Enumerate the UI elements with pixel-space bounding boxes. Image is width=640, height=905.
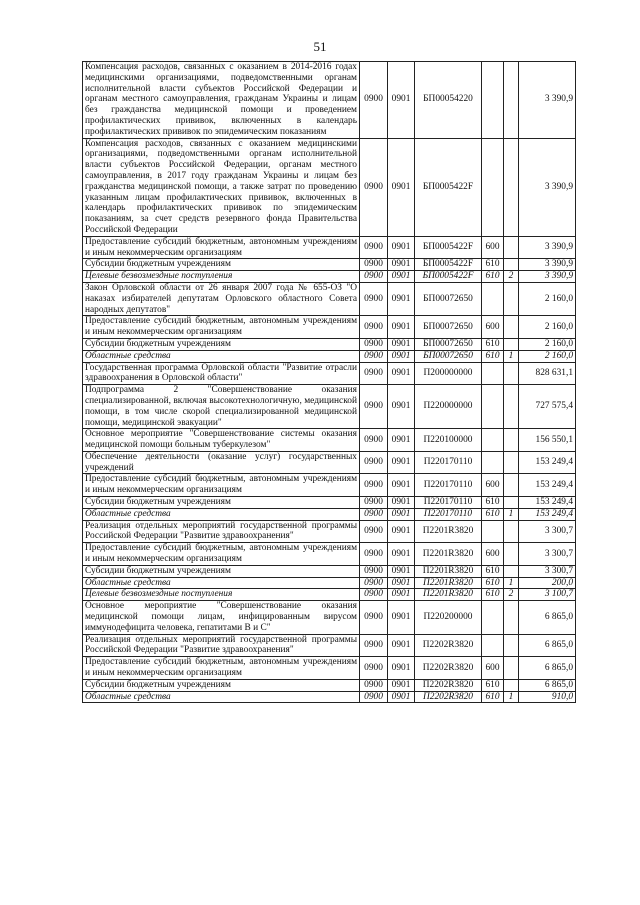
expense-type-cell xyxy=(482,634,504,657)
amount-cell: 156 550,1 xyxy=(519,429,576,452)
expense-name-cell: Целевые безвозмездные поступления xyxy=(83,589,360,601)
subsection-code-cell: 0901 xyxy=(388,543,415,566)
amount-cell: 153 249,4 xyxy=(519,497,576,509)
amount-cell: 6 865,0 xyxy=(519,657,576,680)
expense-name-cell: Предоставление субсидий бюджетным, автономным учреждениям и иным некоммерческим организациям xyxy=(83,657,360,680)
expense-name-cell: Субсидии бюджетным учреждениям xyxy=(83,679,360,691)
target-article-cell: П2202R3820 xyxy=(415,634,482,657)
subsection-code-cell: 0901 xyxy=(388,691,415,703)
section-code-cell: 0900 xyxy=(360,520,388,543)
funding-source-cell xyxy=(504,138,519,236)
target-article-cell: П2201R3820 xyxy=(415,543,482,566)
subsection-code-cell: 0901 xyxy=(388,271,415,283)
amount-cell: 3 390,9 xyxy=(519,271,576,283)
expense-type-cell xyxy=(482,520,504,543)
target-article-cell: БП00072650 xyxy=(415,282,482,315)
table-row xyxy=(83,236,576,259)
amount-cell: 3 390,9 xyxy=(519,259,576,271)
funding-source-cell xyxy=(504,362,519,385)
table-row xyxy=(83,62,576,139)
section-code-cell: 0900 xyxy=(360,589,388,601)
table-row xyxy=(83,259,576,271)
subsection-code-cell: 0901 xyxy=(388,429,415,452)
amount-cell: 2 160,0 xyxy=(519,282,576,315)
funding-source-cell: 1 xyxy=(504,691,519,703)
section-code-cell: 0900 xyxy=(360,508,388,520)
expense-type-cell xyxy=(482,282,504,315)
expense-type-cell: 610 xyxy=(482,271,504,283)
expense-type-cell xyxy=(482,451,504,474)
target-article-cell: П200000000 xyxy=(415,362,482,385)
funding-source-cell xyxy=(504,451,519,474)
funding-source-cell xyxy=(504,338,519,350)
section-code-cell: 0900 xyxy=(360,474,388,497)
funding-source-cell xyxy=(504,316,519,339)
amount-cell: 6 865,0 xyxy=(519,634,576,657)
target-article-cell: БП0005422F xyxy=(415,236,482,259)
subsection-code-cell: 0901 xyxy=(388,657,415,680)
funding-source-cell xyxy=(504,236,519,259)
table-row xyxy=(83,429,576,452)
target-article-cell: П2202R3820 xyxy=(415,657,482,680)
amount-cell: 153 249,4 xyxy=(519,451,576,474)
section-code-cell: 0900 xyxy=(360,543,388,566)
funding-source-cell xyxy=(504,429,519,452)
target-article-cell: П220100000 xyxy=(415,429,482,452)
funding-source-cell xyxy=(504,657,519,680)
table-row xyxy=(83,362,576,385)
target-article-cell: П220170110 xyxy=(415,497,482,509)
expense-name-cell: Реализация отдельных мероприятий государственной программы Российской Федерации "Развитие здравоохранения" xyxy=(83,634,360,657)
subsection-code-cell: 0901 xyxy=(388,259,415,271)
subsection-code-cell: 0901 xyxy=(388,385,415,429)
expense-type-cell: 610 xyxy=(482,589,504,601)
table-row xyxy=(83,271,576,283)
funding-source-cell xyxy=(504,679,519,691)
table-row xyxy=(83,138,576,236)
funding-source-cell xyxy=(504,565,519,577)
section-code-cell: 0900 xyxy=(360,565,388,577)
expense-name-cell: Подпрограмма 2 "Совершенствование оказания специализированной, включая высокотехнологичную, медицинской помощи, в том числе скорой специализированной медицинской помощи, медицинской эвакуации" xyxy=(83,385,360,429)
target-article-cell: П2201R3820 xyxy=(415,577,482,589)
expense-name-cell: Компенсация расходов, связанных с оказанием медицинскими организациями, подведомственными органам исполнительной власти субъектов Российской Федерации, органам местного самоуправления, в 2017 году гражданам Украины и лицам без гражданства медицинской помощи, а также затрат по проведению указанным лицам профилактических прививок, включенных в календарь профилактических прививок по эпидемическим показаниям, за счет средств резервного фонда Правительства Российской Федерации xyxy=(83,138,360,236)
expense-type-cell: 610 xyxy=(482,565,504,577)
expense-name-cell: Областные средства xyxy=(83,691,360,703)
target-article-cell: БП00054220 xyxy=(415,62,482,139)
subsection-code-cell: 0901 xyxy=(388,338,415,350)
subsection-code-cell: 0901 xyxy=(388,565,415,577)
subsection-code-cell: 0901 xyxy=(388,497,415,509)
expense-name-cell: Областные средства xyxy=(83,350,360,362)
amount-cell: 2 160,0 xyxy=(519,350,576,362)
table-row xyxy=(83,508,576,520)
expense-type-cell xyxy=(482,62,504,139)
funding-source-cell: 2 xyxy=(504,589,519,601)
table-row xyxy=(83,350,576,362)
table-row xyxy=(83,565,576,577)
target-article-cell: БП00072650 xyxy=(415,338,482,350)
expense-type-cell xyxy=(482,138,504,236)
expense-name-cell: Областные средства xyxy=(83,508,360,520)
section-code-cell: 0900 xyxy=(360,429,388,452)
target-article-cell: П2201R3820 xyxy=(415,589,482,601)
target-article-cell: П220170110 xyxy=(415,474,482,497)
table-row xyxy=(83,657,576,680)
target-article-cell: П2202R3820 xyxy=(415,679,482,691)
section-code-cell: 0900 xyxy=(360,497,388,509)
expense-name-cell: Закон Орловской области от 26 января 2007 года № 655-ОЗ "О наказах избирателей депутатам Орловского областного Совета народных депутатов" xyxy=(83,282,360,315)
table-row xyxy=(83,451,576,474)
target-article-cell: П220170110 xyxy=(415,451,482,474)
expense-type-cell: 610 xyxy=(482,497,504,509)
section-code-cell: 0900 xyxy=(360,316,388,339)
section-code-cell: 0900 xyxy=(360,62,388,139)
section-code-cell: 0900 xyxy=(360,657,388,680)
table-row xyxy=(83,679,576,691)
funding-source-cell xyxy=(504,601,519,634)
expense-type-cell: 610 xyxy=(482,350,504,362)
funding-source-cell xyxy=(504,259,519,271)
table-row xyxy=(83,316,576,339)
expense-name-cell: Основное мероприятие "Совершенствование системы оказания медицинской помощи больным туберкулезом" xyxy=(83,429,360,452)
funding-source-cell xyxy=(504,282,519,315)
expense-name-cell: Субсидии бюджетным учреждениям xyxy=(83,338,360,350)
page-number: 51 xyxy=(313,39,327,54)
amount-cell: 3 300,7 xyxy=(519,543,576,566)
expense-name-cell: Целевые безвозмездные поступления xyxy=(83,271,360,283)
amount-cell: 153 249,4 xyxy=(519,474,576,497)
target-article-cell: БП0005422F xyxy=(415,271,482,283)
amount-cell: 200,0 xyxy=(519,577,576,589)
target-article-cell: П220200000 xyxy=(415,601,482,634)
section-code-cell: 0900 xyxy=(360,577,388,589)
subsection-code-cell: 0901 xyxy=(388,362,415,385)
expense-type-cell xyxy=(482,362,504,385)
amount-cell: 727 575,4 xyxy=(519,385,576,429)
table-row xyxy=(83,634,576,657)
target-article-cell: П220000000 xyxy=(415,385,482,429)
funding-source-cell xyxy=(504,520,519,543)
target-article-cell: П2201R3820 xyxy=(415,520,482,543)
subsection-code-cell: 0901 xyxy=(388,589,415,601)
expense-name-cell: Обеспечение деятельности (оказание услуг) государственных учреждений xyxy=(83,451,360,474)
table-row xyxy=(83,474,576,497)
expense-name-cell: Предоставление субсидий бюджетным, автономным учреждениям и иным некоммерческим организациям xyxy=(83,316,360,339)
amount-cell: 2 160,0 xyxy=(519,338,576,350)
amount-cell: 828 631,1 xyxy=(519,362,576,385)
amount-cell: 2 160,0 xyxy=(519,316,576,339)
expense-type-cell: 610 xyxy=(482,691,504,703)
expense-name-cell: Основное мероприятие "Совершенствование оказания медицинской помощи лицам, инфицированным вирусом иммунодефицита человека, гепатитами B и C" xyxy=(83,601,360,634)
amount-cell: 3 390,9 xyxy=(519,138,576,236)
target-article-cell: П220170110 xyxy=(415,508,482,520)
subsection-code-cell: 0901 xyxy=(388,679,415,691)
funding-source-cell: 1 xyxy=(504,508,519,520)
subsection-code-cell: 0901 xyxy=(388,350,415,362)
expense-name-cell: Предоставление субсидий бюджетным, автономным учреждениям и иным некоммерческим организациям xyxy=(83,474,360,497)
funding-source-cell xyxy=(504,62,519,139)
section-code-cell: 0900 xyxy=(360,362,388,385)
table-row xyxy=(83,338,576,350)
subsection-code-cell: 0901 xyxy=(388,62,415,139)
expense-name-cell: Предоставление субсидий бюджетным, автономным учреждениям и иным некоммерческим организациям xyxy=(83,236,360,259)
section-code-cell: 0900 xyxy=(360,271,388,283)
funding-source-cell xyxy=(504,385,519,429)
table-row xyxy=(83,589,576,601)
subsection-code-cell: 0901 xyxy=(388,474,415,497)
expense-name-cell: Предоставление субсидий бюджетным, автономным учреждениям и иным некоммерческим организациям xyxy=(83,543,360,566)
expense-type-cell: 610 xyxy=(482,508,504,520)
target-article-cell: БП00072650 xyxy=(415,316,482,339)
expense-name-cell: Субсидии бюджетным учреждениям xyxy=(83,497,360,509)
subsection-code-cell: 0901 xyxy=(388,138,415,236)
section-code-cell: 0900 xyxy=(360,338,388,350)
subsection-code-cell: 0901 xyxy=(388,282,415,315)
expense-type-cell: 600 xyxy=(482,657,504,680)
expense-name-cell: Областные средства xyxy=(83,577,360,589)
section-code-cell: 0900 xyxy=(360,138,388,236)
amount-cell: 6 865,0 xyxy=(519,679,576,691)
expense-type-cell xyxy=(482,429,504,452)
subsection-code-cell: 0901 xyxy=(388,316,415,339)
amount-cell: 3 300,7 xyxy=(519,565,576,577)
funding-source-cell xyxy=(504,543,519,566)
funding-source-cell xyxy=(504,497,519,509)
expense-name-cell: Государственная программа Орловской области "Развитие отрасли здравоохранения в Орловской области" xyxy=(83,362,360,385)
expense-type-cell: 610 xyxy=(482,577,504,589)
subsection-code-cell: 0901 xyxy=(388,508,415,520)
table-row xyxy=(83,577,576,589)
subsection-code-cell: 0901 xyxy=(388,601,415,634)
table-row xyxy=(83,497,576,509)
amount-cell: 3 100,7 xyxy=(519,589,576,601)
amount-cell: 153 249,4 xyxy=(519,508,576,520)
section-code-cell: 0900 xyxy=(360,451,388,474)
subsection-code-cell: 0901 xyxy=(388,634,415,657)
expense-type-cell: 600 xyxy=(482,543,504,566)
section-code-cell: 0900 xyxy=(360,691,388,703)
table-row xyxy=(83,601,576,634)
target-article-cell: БП0005422F xyxy=(415,259,482,271)
section-code-cell: 0900 xyxy=(360,385,388,429)
amount-cell: 6 865,0 xyxy=(519,601,576,634)
section-code-cell: 0900 xyxy=(360,282,388,315)
section-code-cell: 0900 xyxy=(360,634,388,657)
subsection-code-cell: 0901 xyxy=(388,236,415,259)
table-row xyxy=(83,520,576,543)
budget-table-body xyxy=(83,62,576,703)
expense-type-cell: 610 xyxy=(482,259,504,271)
section-code-cell: 0900 xyxy=(360,601,388,634)
expense-type-cell: 600 xyxy=(482,316,504,339)
funding-source-cell: 1 xyxy=(504,577,519,589)
section-code-cell: 0900 xyxy=(360,259,388,271)
subsection-code-cell: 0901 xyxy=(388,451,415,474)
funding-source-cell xyxy=(504,474,519,497)
target-article-cell: П2202R3820 xyxy=(415,691,482,703)
funding-source-cell: 2 xyxy=(504,271,519,283)
amount-cell: 3 300,7 xyxy=(519,520,576,543)
amount-cell: 910,0 xyxy=(519,691,576,703)
amount-cell: 3 390,9 xyxy=(519,62,576,139)
expense-type-cell: 600 xyxy=(482,236,504,259)
table-row xyxy=(83,385,576,429)
expense-name-cell: Реализация отдельных мероприятий государственной программы Российской Федерации "Развитие здравоохранения" xyxy=(83,520,360,543)
target-article-cell: П2201R3820 xyxy=(415,565,482,577)
subsection-code-cell: 0901 xyxy=(388,577,415,589)
target-article-cell: БП0005422F xyxy=(415,138,482,236)
table-row xyxy=(83,691,576,703)
expense-type-cell: 610 xyxy=(482,338,504,350)
funding-source-cell: 1 xyxy=(504,350,519,362)
budget-table xyxy=(82,61,576,703)
funding-source-cell xyxy=(504,634,519,657)
target-article-cell: БП00072650 xyxy=(415,350,482,362)
expense-type-cell: 600 xyxy=(482,474,504,497)
section-code-cell: 0900 xyxy=(360,679,388,691)
table-row xyxy=(83,282,576,315)
section-code-cell: 0900 xyxy=(360,236,388,259)
expense-name-cell: Субсидии бюджетным учреждениям xyxy=(83,259,360,271)
expense-name-cell: Субсидии бюджетным учреждениям xyxy=(83,565,360,577)
amount-cell: 3 390,9 xyxy=(519,236,576,259)
expense-type-cell: 610 xyxy=(482,679,504,691)
expense-name-cell: Компенсация расходов, связанных с оказанием в 2014-2016 годах медицинскими организациями, подведомственными органам исполнительной власти субъектов Российской Федерации и органам местного самоуправления, гражданам Украины и лицам без гражданства медицинской помощи и проведением профилактических прививок, включенных в календарь профилактических прививок по эпидемическим показаниям xyxy=(83,62,360,139)
expense-type-cell xyxy=(482,601,504,634)
expense-type-cell xyxy=(482,385,504,429)
table-row xyxy=(83,543,576,566)
subsection-code-cell: 0901 xyxy=(388,520,415,543)
section-code-cell: 0900 xyxy=(360,350,388,362)
